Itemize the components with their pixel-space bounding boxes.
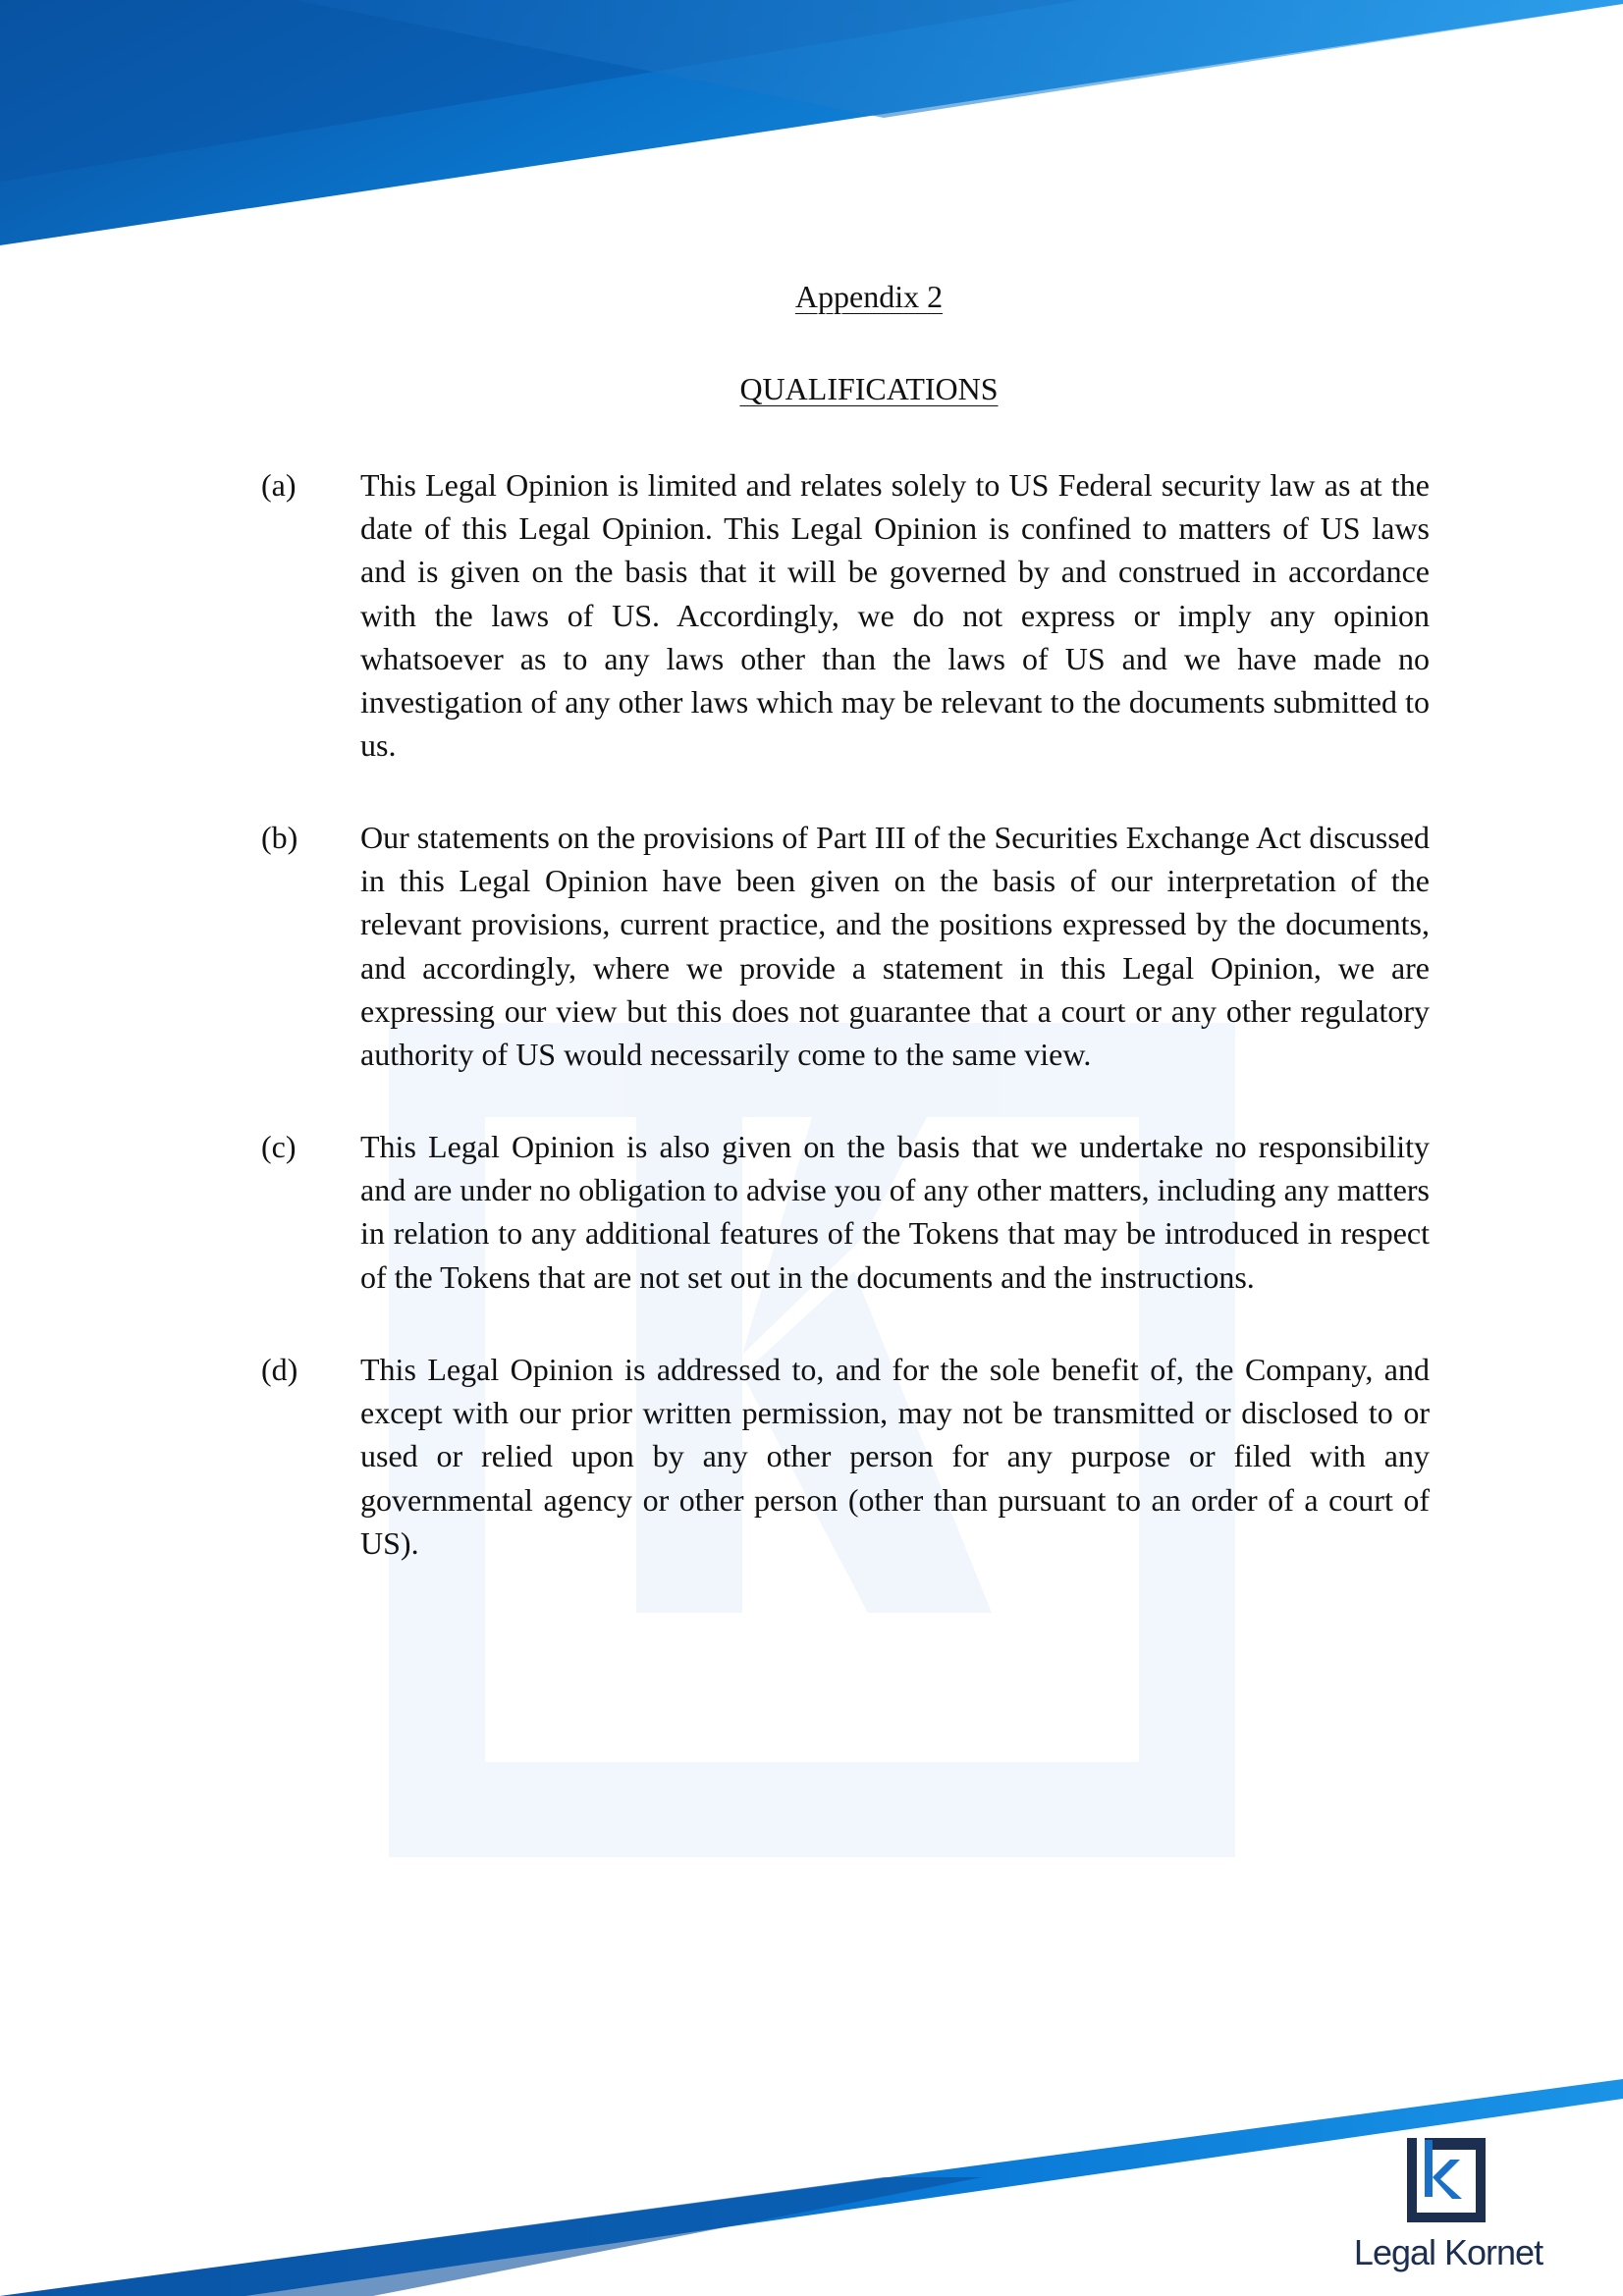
company-name: Legal Kornet <box>1353 2232 1543 2272</box>
clause-label: (c) <box>261 1129 297 1164</box>
clause-label: (a) <box>261 467 297 503</box>
clause-text: Our statements on the provisions of Part III of the Securities Exchange Act discussed in this Legal Opinion have been given on the basis of our interpretation of the relevant provisions, current practice, and the positions expressed by the documents, and accordingly, where we provide a statement in this Legal Opinion, we are expressing our view but this does not guarantee that a court or any other regulatory authority of US would necessarily come to the same view. <box>360 820 1430 1073</box>
clause-label: (d) <box>261 1352 298 1387</box>
clause-text: This Legal Opinion is limited and relates solely to US Federal security law as at the date of this Legal Opinion. This Legal Opinion is confined to matters of US laws and is given on the basis that it will be governed by and construed in accordance with the laws of US. Accordingly, we do not express or imply any opinion whatsoever as to any laws other than the laws of US and we have made no investigation of any other laws which may be relevant to the documents submitted to us. <box>360 467 1430 764</box>
section-title: QUALIFICATIONS <box>739 371 999 406</box>
clause-label: (b) <box>261 820 298 855</box>
clause-text: This Legal Opinion is also given on the basis that we undertake no responsibility and are under no obligation to advise you of any other matters, including any matters in relation to any additional features of the Tokens that may be introduced in respect of the Tokens that are not set out in the documents and the instructions. <box>360 1129 1430 1295</box>
appendix-title: Appendix 2 <box>794 279 944 314</box>
k-square-logo-icon <box>1407 2138 1486 2222</box>
top-banner-shape <box>0 0 1623 245</box>
company-logo <box>1350 2138 1546 2275</box>
clause-text: This Legal Opinion is addressed to, and for the sole benefit of, the Company, and except with our prior written permission, may not be transmitted or disclosed to or used or relied upon by any other person for any purpose or filed with any governmental agency or other person (other than pursuant to an order of a court of US). <box>360 1352 1430 1561</box>
